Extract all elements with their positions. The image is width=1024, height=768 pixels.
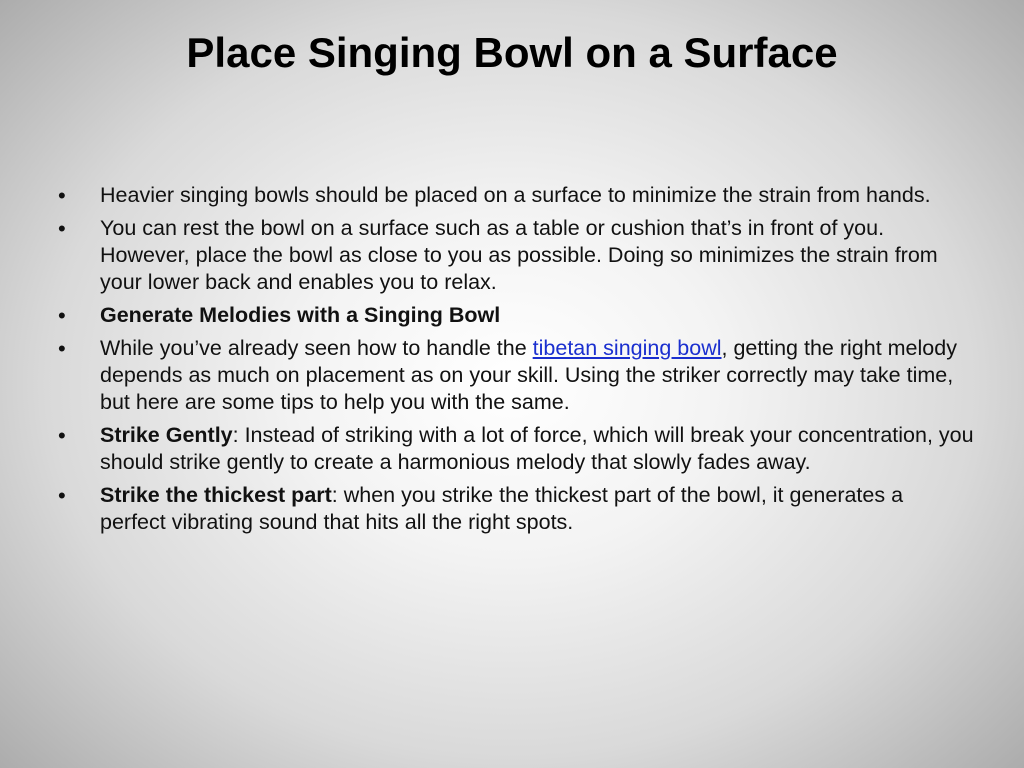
list-item xyxy=(54,182,974,209)
bullet-text: : Instead of striking with a lot of force, which will break your concentration, you should strike gently to create a harmonious melody that slowly fades away. xyxy=(100,423,974,474)
bullet-heading: Generate Melodies with a Singing Bowl xyxy=(100,303,501,327)
bullet-dot: • xyxy=(58,423,66,448)
bullet-bold-lead: Strike the thickest part xyxy=(100,483,332,507)
bullet-dot: • xyxy=(58,483,66,508)
bullet-dot: • xyxy=(58,216,66,241)
bullet-dot: • xyxy=(58,183,66,208)
list-item xyxy=(54,335,974,416)
bullet-list xyxy=(54,182,974,542)
bullet-text-after-link: , getting the right melody depends as much on placement as on your skill. Using the striker correctly may take time, but here are some tips to help you with the same. xyxy=(100,336,957,414)
list-item xyxy=(54,482,974,536)
bullet-text: Heavier singing bowls should be placed on a surface to minimize the strain from hands. xyxy=(100,183,931,207)
list-item xyxy=(54,422,974,476)
bullet-text: You can rest the bowl on a surface such as a table or cushion that’s in front of you. However, place the bowl as close to you as possible. Doing so minimizes the strain from your lower back and enables you to relax. xyxy=(100,216,938,294)
bullet-text: : when you strike the thickest part of the bowl, it generates a perfect vibrating sound that hits all the right spots. xyxy=(100,483,904,534)
list-item xyxy=(54,215,974,296)
bullet-text-before-link: While you’ve already seen how to handle the xyxy=(100,336,533,360)
tibetan-singing-bowl-link[interactable]: tibetan singing bowl xyxy=(532,336,722,360)
slide-title: Place Singing Bowl on a Surface xyxy=(186,29,838,76)
list-item xyxy=(54,302,974,329)
bullet-dot: • xyxy=(58,303,66,328)
bullet-dot: • xyxy=(58,336,66,361)
bullet-bold-lead: Strike Gently xyxy=(100,423,233,447)
